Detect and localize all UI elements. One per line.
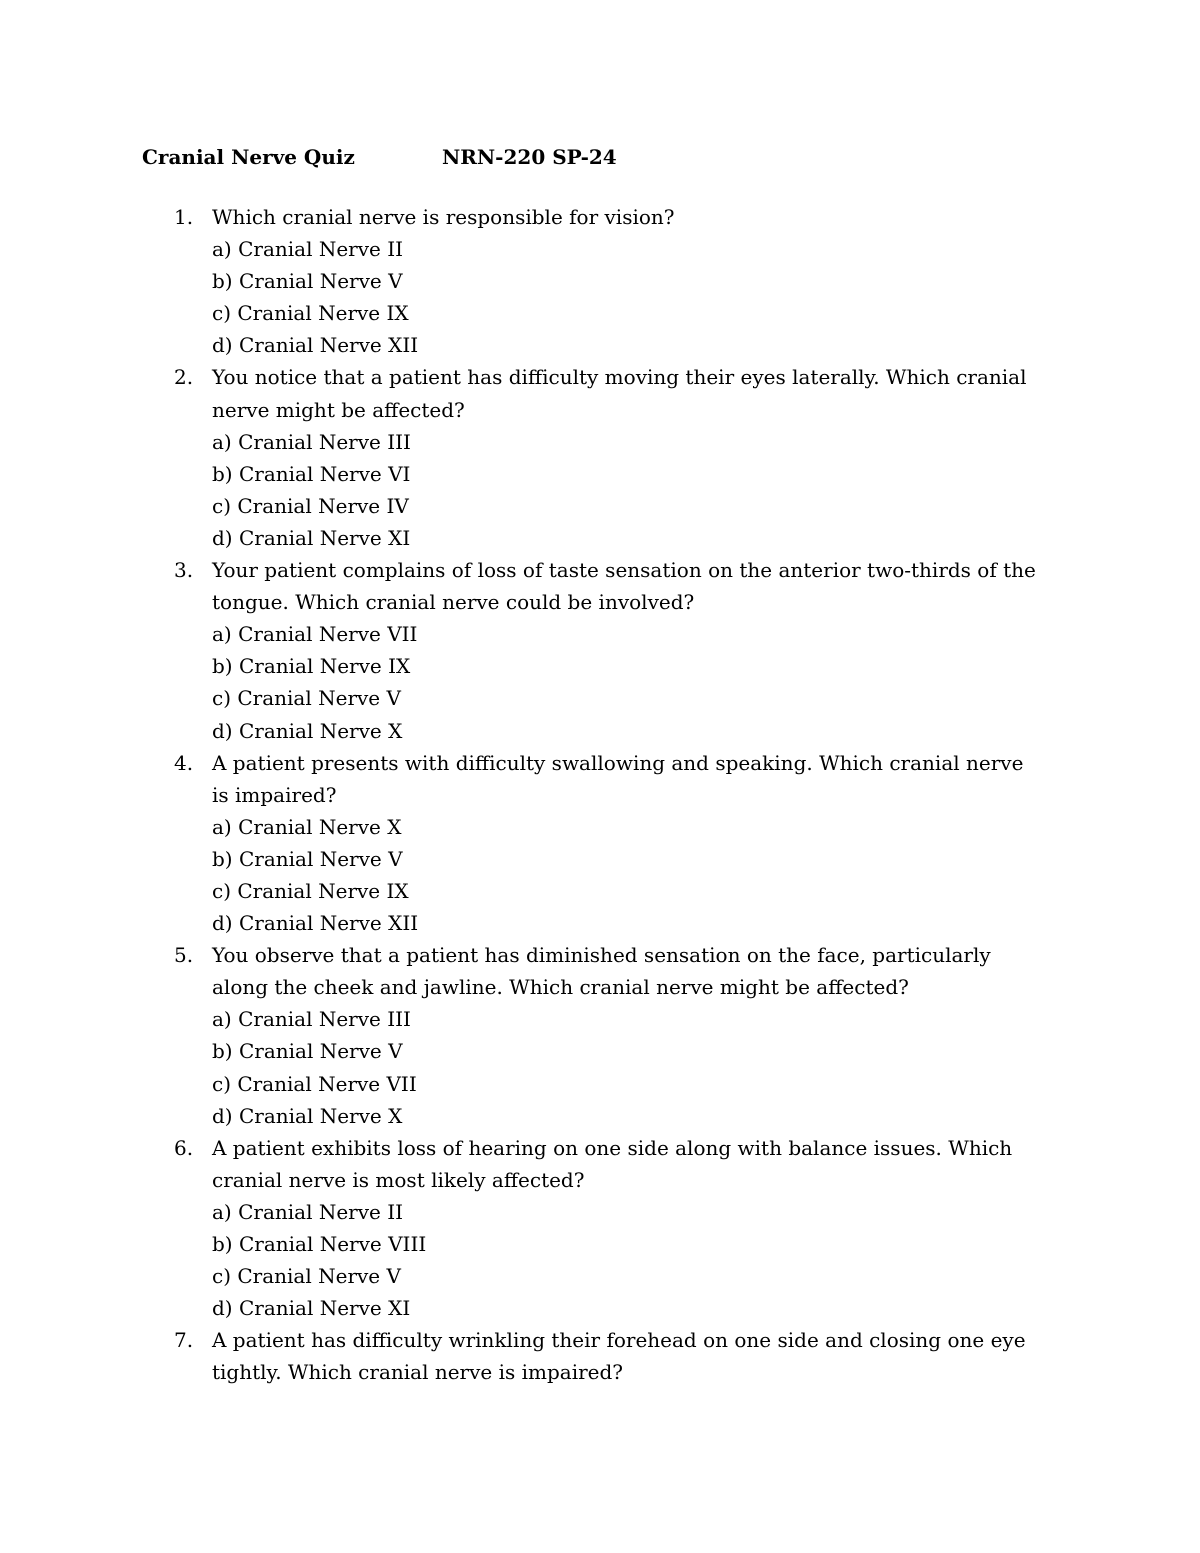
question-7 xyxy=(0,1324,1200,1388)
question-4 xyxy=(0,747,1200,940)
document-title: Cranial Nerve Quiz xyxy=(142,145,355,169)
question-3 xyxy=(0,554,1200,747)
course-code: NRN-220 SP-24 xyxy=(442,145,617,169)
answer-option: a) Cranial Nerve III xyxy=(212,429,411,454)
answer-option: d) Cranial Nerve XI xyxy=(212,525,411,550)
answer-option: b) Cranial Nerve IX xyxy=(212,654,411,679)
question-number: 7. xyxy=(174,1328,194,1353)
question-2 xyxy=(0,361,1200,554)
answer-option: b) Cranial Nerve VIII xyxy=(212,1232,427,1256)
answer-option: c) Cranial Nerve V xyxy=(212,1264,401,1289)
answer-option: c) Cranial Nerve V xyxy=(212,686,401,711)
question-text: A patient has difficulty wrinkling their forehead on one side and closing one eye tightly. Which cranial nerve is impaired? xyxy=(212,1328,1026,1385)
question-5 xyxy=(0,939,1200,1132)
answer-option: b) Cranial Nerve VI xyxy=(212,461,411,486)
question-text: A patient exhibits loss of hearing on one side along with balance issues. Which cranial nerve is most likely affected? xyxy=(212,1135,1013,1192)
answer-option: a) Cranial Nerve II xyxy=(212,237,404,262)
answer-option: b) Cranial Nerve V xyxy=(212,1039,403,1064)
answer-option: d) Cranial Nerve X xyxy=(212,1103,403,1128)
question-6 xyxy=(0,1132,1200,1325)
question-list xyxy=(0,201,1200,1388)
question-number: 6. xyxy=(174,1135,194,1160)
question-number: 1. xyxy=(174,205,194,229)
answer-option: c) Cranial Nerve IX xyxy=(212,878,409,903)
answer-option: b) Cranial Nerve V xyxy=(212,269,403,294)
answer-option: b) Cranial Nerve V xyxy=(212,846,403,871)
question-text: Which cranial nerve is responsible for vision? xyxy=(212,205,675,229)
question-text: You notice that a patient has difficulty moving their eyes laterally. Which cranial nerve might be affected? xyxy=(212,365,1027,422)
question-1 xyxy=(0,201,1200,361)
answer-option: c) Cranial Nerve IV xyxy=(212,493,409,518)
answer-option: d) Cranial Nerve XI xyxy=(212,1296,411,1321)
answer-option: c) Cranial Nerve IX xyxy=(212,301,409,326)
answer-option: d) Cranial Nerve X xyxy=(212,718,403,743)
question-text: Your patient complains of loss of taste sensation on the anterior two-thirds of the tongue. Which cranial nerve could be involved? xyxy=(212,558,1036,615)
answer-option: c) Cranial Nerve VII xyxy=(212,1071,417,1096)
question-number: 4. xyxy=(174,750,194,775)
question-text: You observe that a patient has diminished sensation on the face, particularly along the cheek and jawline. Which cranial nerve might be affected? xyxy=(212,943,991,1000)
answer-option: d) Cranial Nerve XII xyxy=(212,333,419,358)
answer-option: a) Cranial Nerve VII xyxy=(212,622,418,647)
question-number: 3. xyxy=(174,558,194,583)
question-number: 2. xyxy=(174,365,194,390)
answer-option: a) Cranial Nerve II xyxy=(212,1199,404,1224)
question-text: A patient presents with difficulty swallowing and speaking. Which cranial nerve is impaired? xyxy=(212,750,1024,807)
answer-option: a) Cranial Nerve III xyxy=(212,1007,411,1032)
answer-option: a) Cranial Nerve X xyxy=(212,814,402,839)
answer-option: d) Cranial Nerve XII xyxy=(212,911,419,936)
question-number: 5. xyxy=(174,943,194,968)
